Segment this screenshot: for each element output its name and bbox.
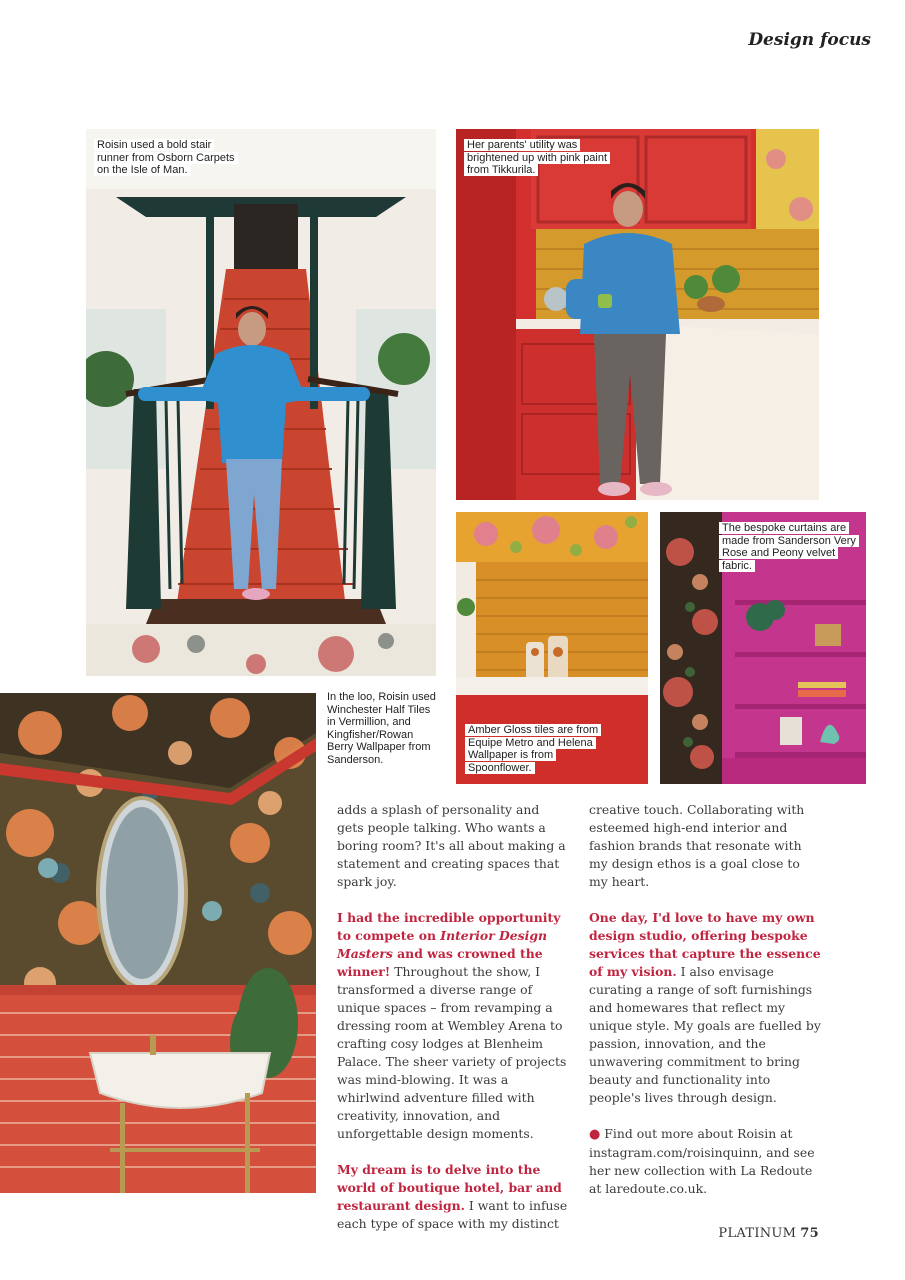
utility-photo	[456, 129, 819, 500]
staircase-photo	[86, 129, 436, 676]
caption-tiles: Amber Gloss tiles are from Equipe Metro and Helena Wallpaper is from Spoonflower.	[465, 724, 605, 774]
magazine-name: PLATINUM	[718, 1226, 797, 1241]
page-folio	[718, 1226, 819, 1241]
col1-paragraph-1: adds a splash of personality and gets people talking. Who wants a boring room? It's all about making a statement and creating spaces that spark joy.	[337, 802, 566, 889]
caption-stairs: Roisin used a bold stair runner from Osborn Carpets on the Isle of Man.	[94, 139, 244, 177]
caption-curtains: The bespoke curtains are made from Sanderson Very Rose and Peony velvet fabric.	[719, 522, 869, 572]
col1-paragraph-2: I had the incredible opportunity to compete on Interior Design Masters and was crowned the winner! Throughout the show, I transformed a diverse range of unique spaces – from revamping a dressing room at Wembley Arena to crafting cosy lodges at Blenheim Palace. The sheer variety of projects was mind-blowing. It was a whirlwind adventure filled with creativity, innovation, and unforgettable design moments.	[337, 910, 567, 1141]
col2-paragraph-2: One day, I'd love to have my own design studio, offering bespoke services that capture the essence of my vision. I also envisage curating a range of soft furnishings and homewares that reflect my unique style. My goals are fuelled by passion, innovation, and the unwavering commitment to bring beauty and functionality into people's lives through design.	[589, 910, 821, 1105]
bullet-icon: ●	[589, 1127, 601, 1142]
col2-paragraph-1: creative touch. Collaborating with esteemed high-end interior and fashion brands that resonate with my design ethos is a goal close to my heart.	[589, 802, 805, 889]
article-column-1	[337, 801, 569, 1251]
page-number: 75	[800, 1226, 819, 1241]
caption-utility: Her parents' utility was brightened up with pink paint from Tikkurila.	[464, 139, 614, 177]
article-column-2	[589, 801, 821, 1216]
section-title: Design focus	[748, 30, 871, 50]
col2-paragraph-3: ● Find out more about Roisin at instagram.com/roisinquinn, and see her new collection with La Redoute at laredoute.co.uk.	[589, 1126, 815, 1196]
loo-photo	[0, 693, 316, 1193]
col1-paragraph-3: My dream is to delve into the world of boutique hotel, bar and restaurant design. I want to infuse each type of space with my distinct	[337, 1162, 568, 1231]
caption-loo: In the loo, Roisin used Winchester Half Tiles in Vermillion, and Kingfisher/Rowan Berry Wallpaper from Sanderson.	[327, 691, 436, 766]
